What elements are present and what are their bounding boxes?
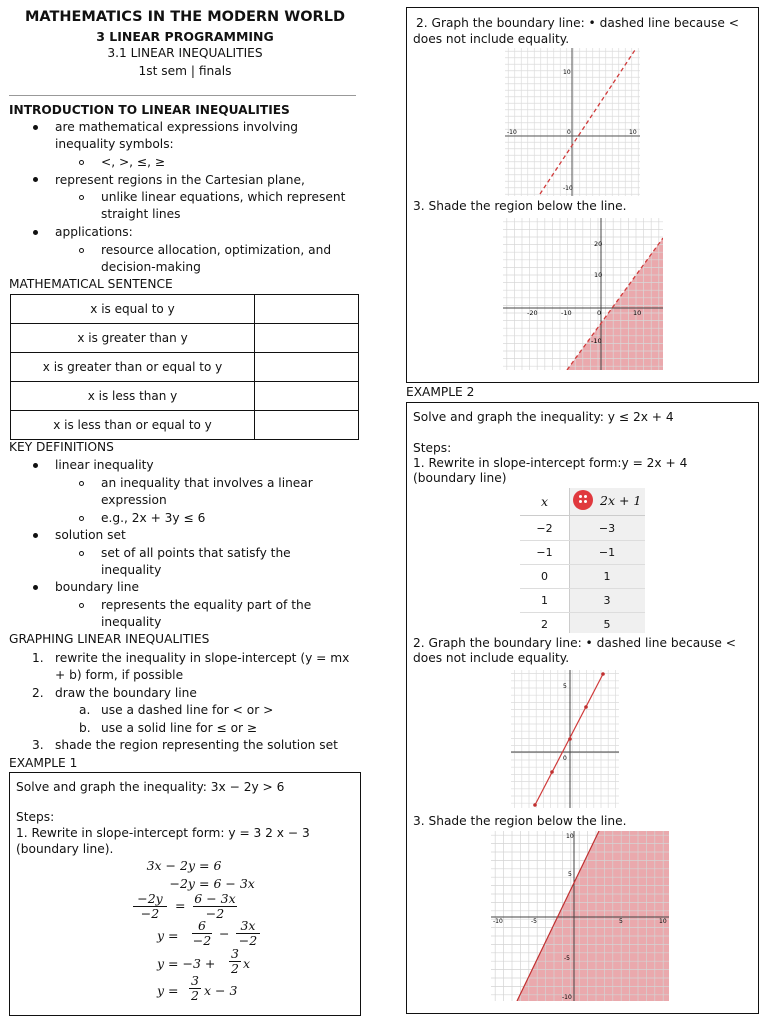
intro-b1-sub: <, >, ≤, ≥ [101,155,166,169]
intro-b1b: inequality symbols: [55,137,174,151]
step2-text: 2. Graph the boundary line: • dashed line because < [413,636,736,650]
step-text: use a dashed line for < or > [101,703,274,717]
step-number: 1. [32,651,44,665]
table-point [568,737,572,741]
tick-label: -10 [561,309,572,317]
example1-label: EXAMPLE 1 [9,756,78,770]
intro-heading: INTRODUCTION TO LINEAR INEQUALITIES [9,103,290,117]
intro-b2: represent regions in the Cartesian plane, [55,173,305,187]
sub-bullet [79,481,84,486]
bullet [33,585,38,590]
expression-color-icon[interactable] [573,490,593,510]
table-point [584,705,588,709]
equation-part: x [243,956,251,971]
table-x-value: −2 [536,522,553,535]
bullet [33,533,38,538]
tick-label: 0 [567,129,571,136]
table-point [533,803,537,807]
table-divider [520,515,645,516]
tick-label: 10 [633,309,642,317]
table-point [550,770,554,774]
graph-boundary-ex2 [511,670,619,808]
tick-label: -10 [591,337,602,345]
answer-cell [255,324,359,353]
equation-part: − [219,926,230,941]
tick-label: 10 [563,69,571,76]
equation-part: y = −3 + [157,956,216,971]
key-defs-heading: KEY DEFINITIONS [9,440,114,454]
def-text: e.g., 2x + 3y ≤ 6 [101,511,206,525]
fraction-num: 3x [240,918,256,933]
fraction-den: 2 [231,961,239,976]
step-text: draw the boundary line [55,686,197,700]
math-sentence-heading: MATHEMATICAL SENTENCE [9,277,173,291]
tick-label: 10 [594,271,603,279]
equation-part: = 6 − 3x [199,876,255,891]
example1-problem: Solve and graph the inequality: 3x − 2y > 6 [16,780,285,794]
graphing-heading: GRAPHING LINEAR INEQUALITIES [9,632,210,646]
tick-label: -10 [507,129,517,136]
steps-label: Steps: [16,810,55,824]
tick-label: -10 [493,918,503,925]
table-row-divider [520,540,645,541]
tick-label: -5 [531,918,537,925]
fraction-den: −2 [140,906,160,921]
table-x-value: 2 [541,618,548,631]
step-text: shade the region representing the solution set [55,738,338,752]
sub-bullet [79,160,84,165]
step1-text: 1. Rewrite in slope-intercept form:y = 2x + 4 [413,456,688,470]
section-title: 3.1 LINEAR INEQUALITIES [107,46,263,60]
table-y-value: −1 [598,546,616,559]
intro-b2-sub2: straight lines [101,207,181,221]
table-cell: x is less than y [11,382,255,411]
value-table [520,488,645,633]
table-y-value: 5 [603,618,611,631]
bullet [33,177,38,182]
step-text: use a solid line for ≤ or ≥ [101,721,258,735]
answer-cell [255,353,359,382]
sub-bullet [79,516,84,521]
fraction-den: −2 [205,906,225,921]
example2-label: EXAMPLE 2 [406,385,475,399]
table-x-value: 1 [541,594,548,607]
table-row-divider [520,612,645,613]
term-label: 1st sem | finals [138,64,232,78]
table-cell: x is less than or equal to y [11,411,255,440]
graph-shaded-ex2 [491,831,669,1001]
fraction-num: −2y [137,891,163,906]
sub-bullet [79,248,84,253]
equation-part: = 6 [199,858,222,873]
equals-sign: = [175,898,186,913]
tick-label: 5 [619,918,623,925]
intro-b2-sub1: unlike linear equations, which represent [101,190,346,204]
intro-b3: applications: [55,225,133,239]
tick-label: -10 [563,185,573,192]
fraction-num: 3 [191,973,199,988]
step3-text: 3. Shade the region below the line. [413,199,627,213]
tick-label: 10 [659,918,667,925]
equation-part: y = [157,983,179,998]
tick-label: 10 [566,833,574,840]
graph-shaded-ex1 [503,218,663,370]
def-text: inequality [101,563,162,577]
step1-text: (boundary line). [16,842,114,856]
fraction-den: 2 [191,988,199,1003]
step-number: 2. [32,686,44,700]
intro-b3-sub2: decision-making [101,260,201,274]
tick-label: 0 [563,755,567,762]
intro-b3-sub1: resource allocation, optimization, and [101,243,332,257]
table-row-divider [520,564,645,565]
tick-label: 5 [568,871,572,878]
tick-label: 10 [629,129,637,136]
answer-cell [255,382,359,411]
def-term: linear inequality [55,458,154,472]
tick-label: -10 [562,994,572,1001]
equation-part: y = [157,928,179,943]
answer-cell [255,295,359,324]
fraction-num: 6 − 3x [194,891,236,906]
table-y-value: 3 [603,594,611,607]
fraction-den: −2 [192,933,212,948]
table-x-value: 0 [541,570,548,583]
def-text: an inequality that involves a linear [101,476,313,490]
bullet [33,230,38,235]
step-text: + b) form, if possible [55,668,184,682]
table-y-value: −3 [598,522,616,535]
equation-part: −2y [169,876,195,891]
divider [9,95,356,96]
chapter-title: 3 LINEAR PROGRAMMING [96,29,274,44]
table-row-divider [520,588,645,589]
step-text: rewrite the inequality in slope-intercept (y = mx [55,651,350,665]
step1-text: (boundary line) [413,471,507,485]
sub-bullet [79,603,84,608]
doc-title: MATHEMATICS IN THE MODERN WORLD [24,9,346,25]
example2-problem: Solve and graph the inequality: y ≤ 2x + 4 [413,410,674,424]
def-text: inequality [101,615,162,629]
def-text: expression [101,493,167,507]
step2-text: does not include equality. [413,651,570,665]
tick-label: -20 [527,309,538,317]
graph-boundary-ex1 [505,48,640,196]
def-term: boundary line [55,580,139,594]
tick-label: 5 [563,683,567,690]
def-text: set of all points that satisfy the [101,546,291,560]
equation-part: x − 3 [204,983,238,998]
bullet [33,125,38,130]
table-header-y: 2x + 1 [600,493,642,508]
tick-label: -5 [564,955,570,962]
fraction-num: 3 [231,946,239,961]
intro-b1: are mathematical expressions involving [55,120,299,134]
table-cell: x is greater than y [11,324,255,353]
steps-label: Steps: [413,441,452,455]
def-term: solution set [55,528,126,542]
fraction-den: −2 [238,933,258,948]
table-y-value: 1 [603,570,611,583]
sub-letter: a. [79,703,91,717]
tick-label: 20 [594,240,603,248]
step1-text: 1. Rewrite in slope-intercept form: y = 3 2 x − 3 [16,826,310,840]
math-sentence-table [10,294,359,440]
table-header-x: x [540,494,549,509]
step2-text: does not include equality. [413,32,570,46]
equation-part: 3x − 2y [146,858,195,873]
def-text: represents the equality part of the [101,598,312,612]
table-cell: x is equal to y [11,295,255,324]
table-x-value: −1 [536,546,553,559]
bullet [33,463,38,468]
boundary-line-dashed [540,50,635,194]
step2-text: 2. Graph the boundary line: • dashed line because < [416,16,739,30]
tick-label: 0 [597,309,602,317]
sub-bullet [79,551,84,556]
table-point [601,672,605,676]
step3-text: 3. Shade the region below the line. [413,814,627,828]
fraction-num: 6 [198,918,206,933]
table-cell: x is greater than or equal to y [11,353,255,382]
step-number: 3. [32,738,44,752]
example1-box [9,772,361,1016]
sub-bullet [79,195,84,200]
sub-letter: b. [79,721,91,735]
answer-cell [255,411,359,440]
